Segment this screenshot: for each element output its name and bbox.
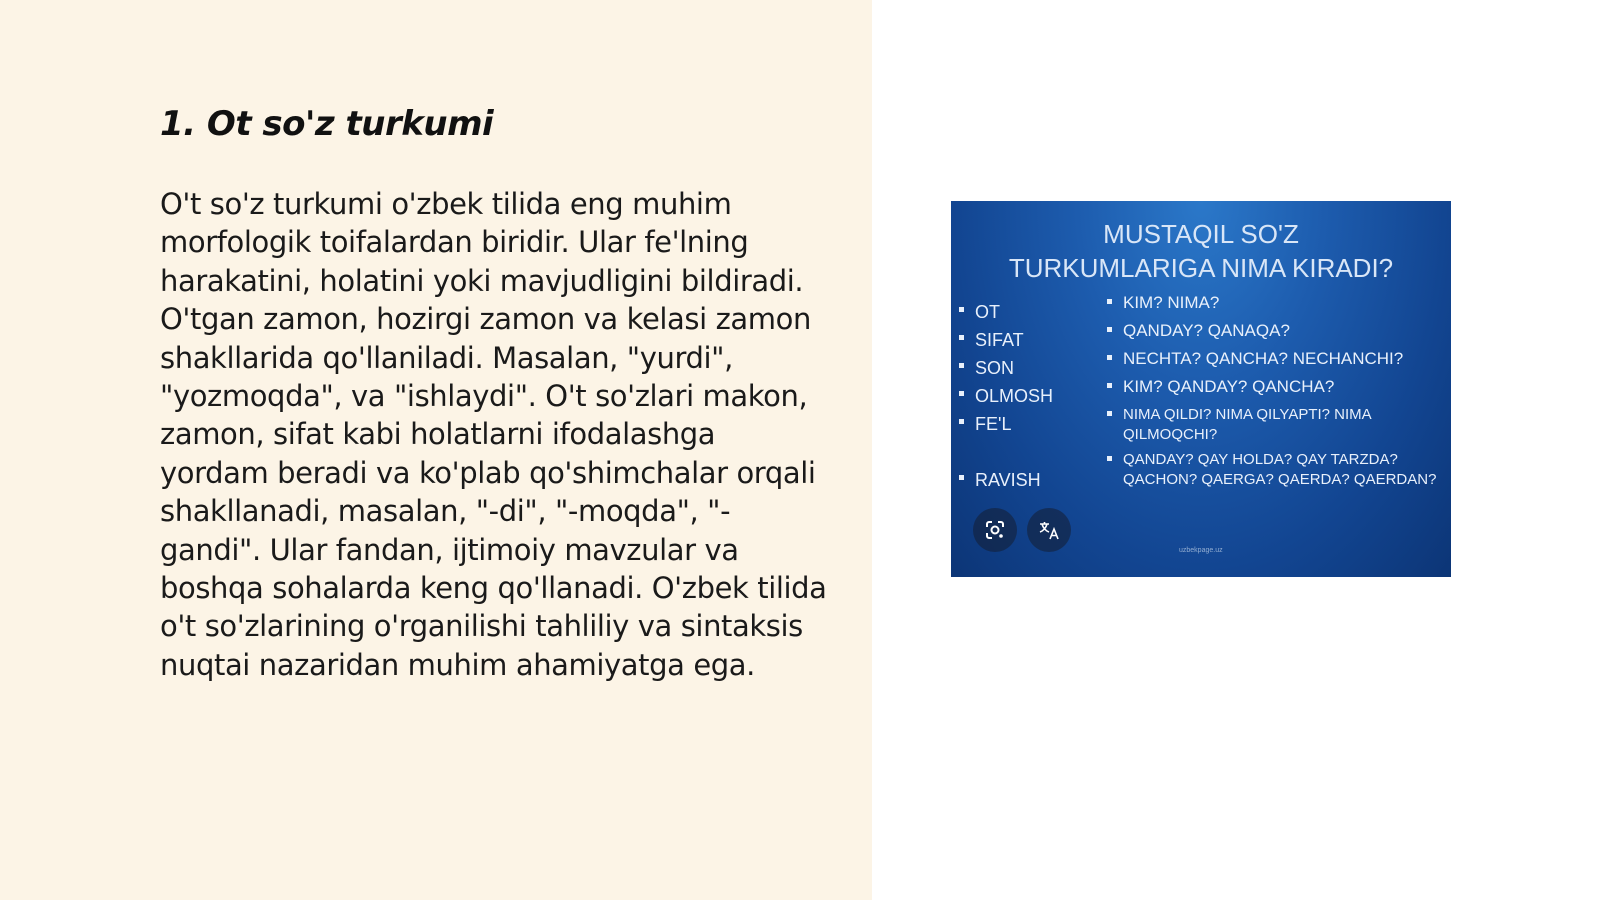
translate-icon[interactable] (1027, 508, 1071, 552)
image-watermark: uzbekpage.uz (1179, 547, 1223, 554)
embedded-image (951, 201, 1451, 577)
list-item: SIFAT (959, 329, 1109, 357)
list-item: OLMOSH (959, 385, 1109, 413)
list-item: OT (959, 301, 1109, 329)
slide-body-text: O't so'z turkumi o'zbek tilida eng muhim morfologik toifalardan biridir. Ular fe'lning harakatini, holatini yoki mavjudligini bildiradi. O'tgan zamon, hozirgi zamon va kelasi zamon shakllarida qo'llaniladi. Masalan, "yurdi", "yozmoqda", va "ishlaydi". O't so'zlari makon, zamon, sifat kabi holatlarni ifodalashga yordam beradi va ko'plab qo'shimchalar orqali shakllanadi, masalan, "-di", "-moqda", "-gandi". Ular fandan, ijtimoiy mavzular va boshqa sohalarda keng qo'llanadi. O'zbek tilida o't so'zlarining o'rganilishi tahliliy va sintaksis nuqtai nazaridan muhim ahamiyatga ega. (160, 187, 827, 682)
question-list (1107, 293, 1447, 495)
slide-title: 1. Ot so'z turkumi (160, 104, 494, 144)
list-item: NECHTA? QANCHA? NECHANCHI? (1107, 349, 1447, 369)
google-lens-icon[interactable] (973, 508, 1017, 552)
list-item: QANDAY? QANAQA? (1107, 321, 1447, 341)
word-class-list (959, 301, 1109, 497)
list-item: QANDAY? QAY HOLDA? QAY TARZDA? QACHON? QAERGA? QAERDA? QAERDAN? (1107, 450, 1447, 490)
list-item: KIM? NIMA? (1107, 293, 1447, 313)
list-item: FE'L (959, 413, 1109, 441)
list-item: KIM? QANDAY? QANCHA? (1107, 377, 1447, 397)
list-item: RAVISH (959, 469, 1109, 497)
image-title: MUSTAQIL SO'Z TURKUMLARIGA NIMA KIRADI? (1008, 219, 1394, 283)
list-item: NIMA QILDI? NIMA QILYAPTI? NIMA QILMOQCHI? (1107, 405, 1447, 445)
list-item: SON (959, 357, 1109, 385)
